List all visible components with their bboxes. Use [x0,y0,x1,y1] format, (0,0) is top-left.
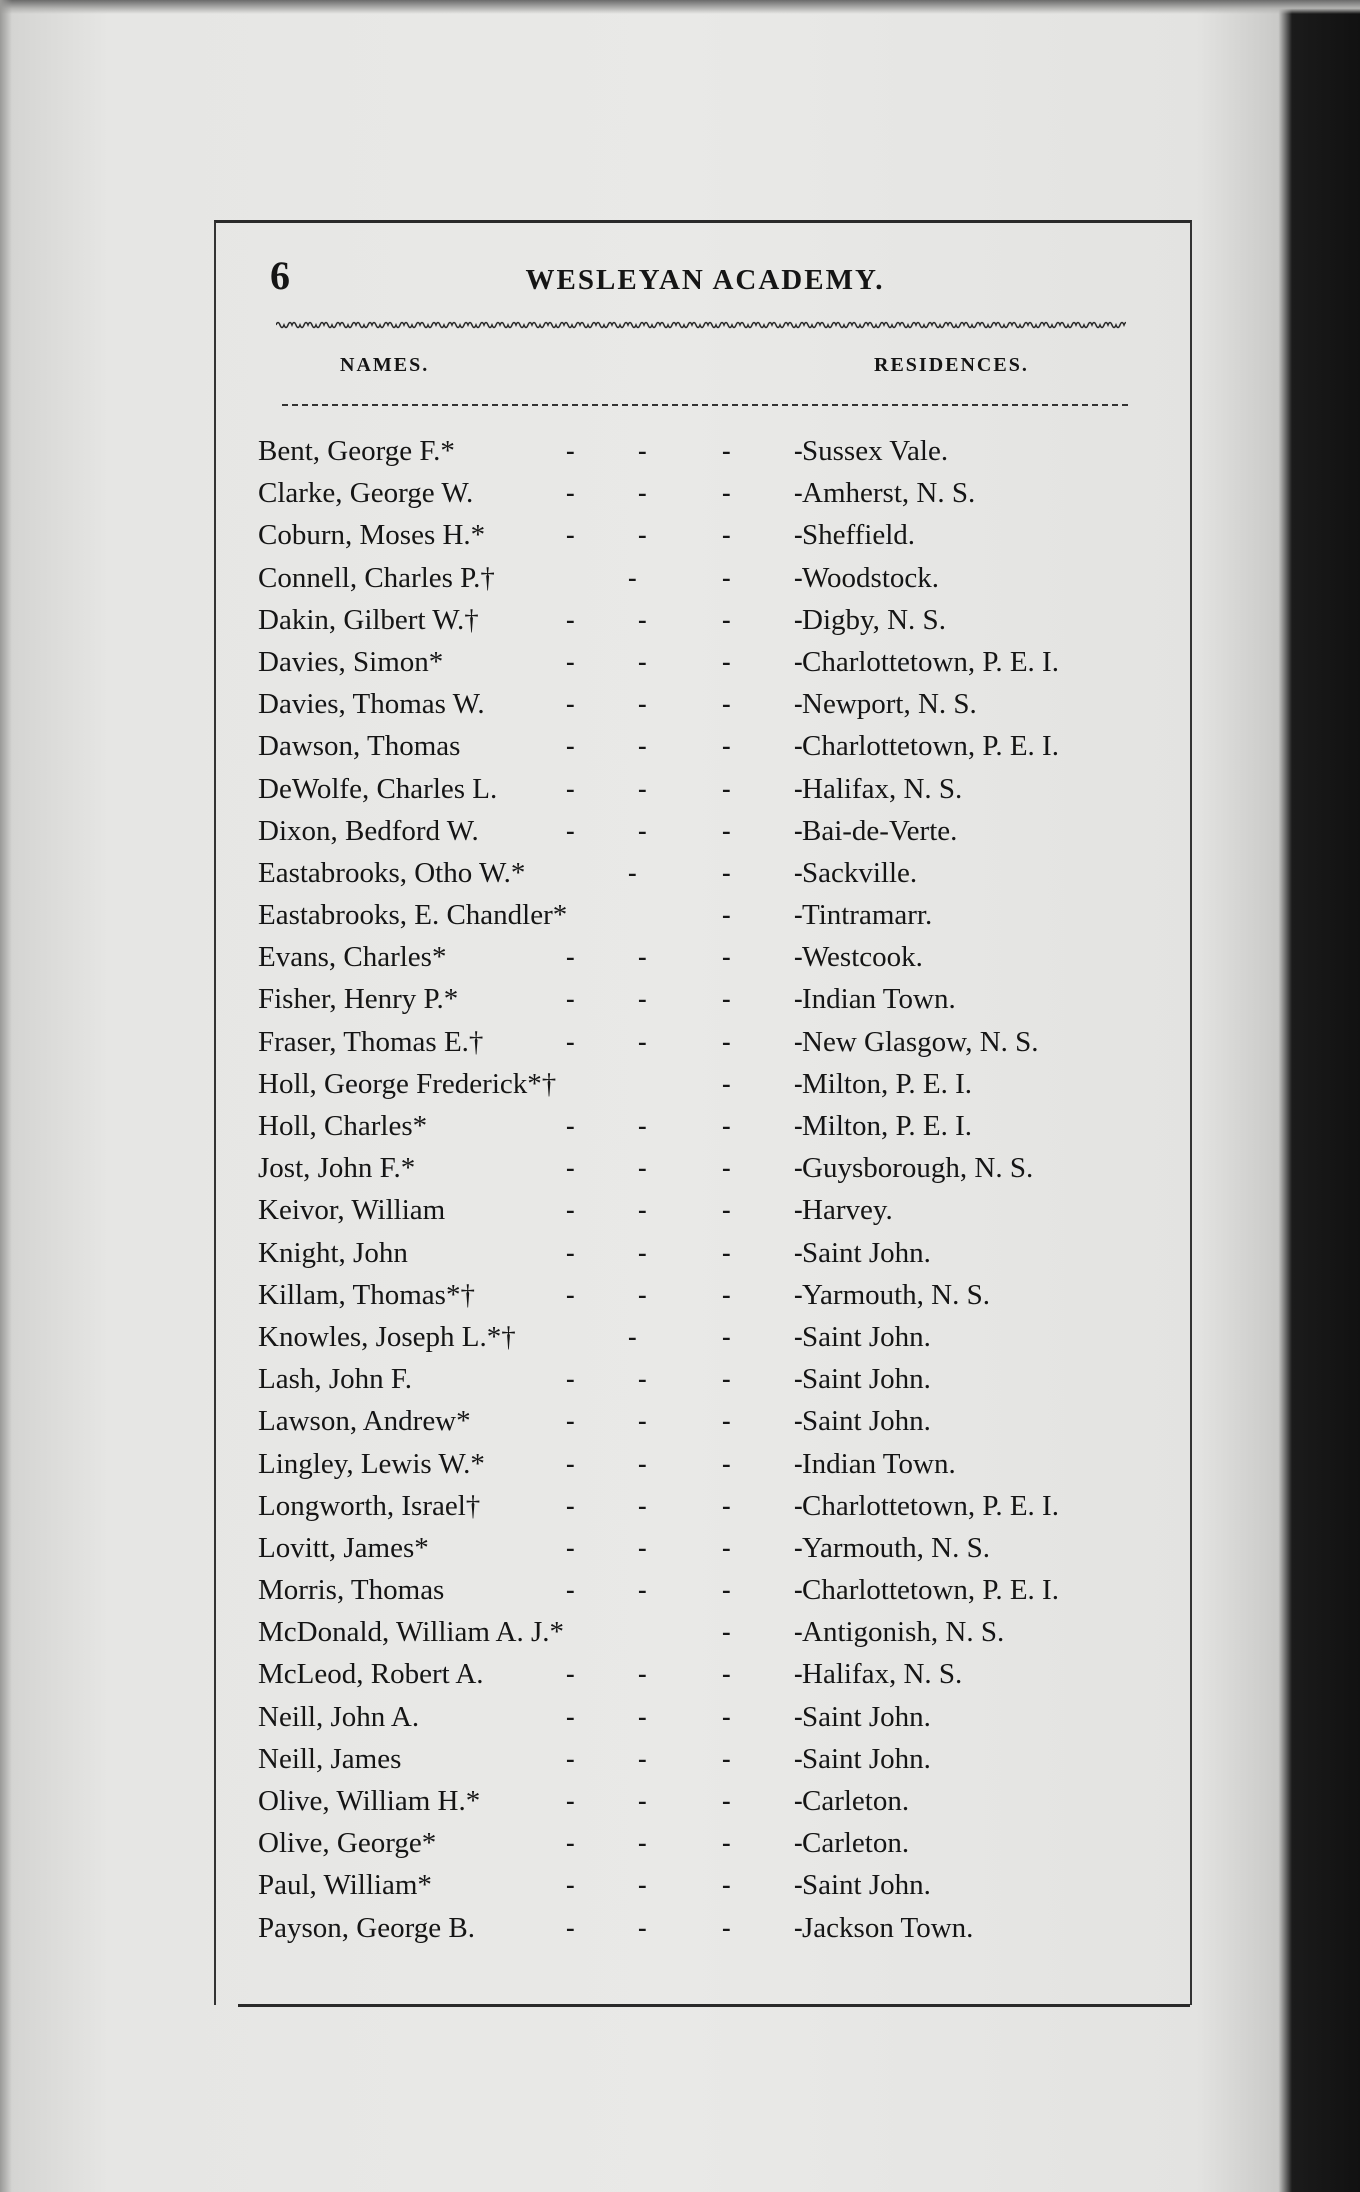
leader-dash: - [794,1490,803,1520]
scan-left-shadow [0,0,12,2192]
student-roster [258,430,1158,1949]
roster-entry [258,1232,1158,1274]
student-residence: Charlottetown, P. E. I. [802,645,1059,678]
leader-dash: - [722,1448,731,1478]
student-name: Coburn, Moses H.* [258,519,486,552]
leader-dash: - [638,731,647,761]
student-residence: Bai-de-Verte. [802,814,958,847]
leader-dash: - [566,984,575,1014]
leader-dash: - [794,1786,803,1815]
student-name: Holl, George Frederick*† [258,1067,557,1100]
leader-dash: - [566,1448,575,1478]
student-name: McLeod, Robert A. [258,1658,484,1691]
student-name: Knight, John [258,1236,408,1269]
leader-dash: - [794,562,803,592]
leader-dash: - [722,857,731,887]
student-residence: Halifax, N. S. [802,1658,963,1691]
student-name: Lovitt, James* [258,1531,429,1564]
student-name: Holl, Charles* [258,1110,428,1142]
roster-entry [258,599,1158,641]
leader-dash: - [794,1743,803,1773]
student-name: Eastabrooks, E. Chandler* [258,899,568,932]
roster-entry [258,641,1158,683]
leader-dash: - [566,1153,575,1183]
roster-entry [258,1485,1158,1527]
residences-column-header: RESIDENCES. [874,354,1029,376]
leader-dash: - [566,689,575,719]
leader-dash: - [794,857,803,887]
leader-dash: - [794,1153,803,1183]
leader-dash: - [722,815,731,845]
leader-dash: - [794,815,803,845]
student-residence: Saint John. [802,1236,931,1269]
student-residence: Westcook. [802,941,923,974]
student-name: Neill, James [258,1742,402,1775]
leader-dash: - [794,900,803,930]
student-residence: Antigonish, N. S. [802,1616,1005,1649]
leader-dash: - [638,1575,647,1605]
leader-dash: - [638,646,647,676]
leader-dash: - [566,1743,575,1773]
student-name: Dixon, Bedford W. [258,814,479,847]
roster-entry [258,1443,1158,1485]
leader-dash: - [794,1111,803,1140]
student-name: Killam, Thomas*† [258,1278,475,1311]
leader-dash: - [566,1870,575,1900]
leader-dash: - [638,1786,647,1815]
roster-entry [258,725,1158,767]
student-residence: Charlottetown, P. E. I. [802,1574,1059,1607]
leader-dash: - [638,1026,647,1056]
page-border-bottom [238,2004,1190,2007]
leader-dash: - [566,1532,575,1562]
student-name: Olive, William H.* [258,1785,481,1817]
leader-dash: - [794,478,803,508]
student-name: Jost, John F.* [258,1152,416,1185]
leader-dash: - [722,942,731,972]
student-residence: Saint John. [802,1869,931,1902]
student-residence: Sackville. [802,856,918,889]
leader-dash: - [794,604,803,634]
leader-dash: - [722,1406,731,1436]
student-name: Lingley, Lewis W.* [258,1447,485,1480]
roster-entry [258,1527,1158,1569]
leader-dash: - [638,520,647,550]
student-name: Knowles, Joseph L.*† [258,1320,516,1353]
student-residence: Saint John. [802,1320,931,1353]
student-name: Davies, Thomas W. [258,688,485,721]
leader-dash: - [794,1237,803,1267]
leader-dash: - [722,1659,731,1689]
leader-dash: - [722,1279,731,1309]
leader-dash: - [794,942,803,972]
student-residence: Guysborough, N. S. [802,1152,1034,1185]
student-residence: Milton, P. E. I. [802,1067,972,1100]
roster-entry [258,1611,1158,1653]
student-residence: New Glasgow, N. S. [802,1025,1039,1058]
student-name: Olive, George* [258,1827,437,1860]
leader-dash: - [638,1870,647,1900]
leader-dash: - [638,1153,647,1183]
leader-dash: - [638,773,647,803]
leader-dash: - [638,436,647,465]
leader-dash: - [722,1153,731,1183]
leader-dash: - [794,1701,803,1731]
leader-dash: - [722,1828,731,1858]
leader-dash: - [638,1195,647,1225]
scan-top-shadow [0,0,1360,14]
leader-dash: - [638,984,647,1014]
leader-dash: - [638,1743,647,1773]
student-name: Davies, Simon* [258,645,444,678]
student-residence: Jackson Town. [802,1911,974,1944]
leader-dash: - [566,942,575,972]
leader-dash: - [722,1912,731,1942]
leader-dash: - [794,520,803,550]
student-residence: Digby, N. S. [802,603,946,636]
leader-dash: - [794,1321,803,1351]
page-number: 6 [270,253,290,298]
student-residence: Carleton. [802,1827,910,1860]
roster-entry [258,1696,1158,1738]
roster-entry [258,1569,1158,1611]
student-residence: Charlottetown, P. E. I. [802,730,1059,763]
leader-dash: - [722,478,731,508]
leader-dash: - [722,773,731,803]
leader-dash: - [638,1237,647,1267]
student-name: Bent, George F.* [258,435,455,467]
student-name: Keivor, William [258,1194,446,1227]
roster-entry [258,768,1158,810]
student-name: Dawson, Thomas [258,730,461,763]
leader-dash: - [638,1828,647,1858]
leader-dash: - [794,984,803,1014]
leader-dash: - [566,1111,575,1140]
roster-entry [258,978,1158,1020]
student-name: Dakin, Gilbert W.† [258,603,479,636]
roster-entry [258,810,1158,852]
leader-dash: - [638,1406,647,1436]
student-name: Morris, Thomas [258,1574,445,1607]
leader-dash: - [722,1364,731,1394]
leader-dash: - [638,1448,647,1478]
leader-dash: - [566,1026,575,1056]
leader-dash: - [638,1111,647,1140]
leader-dash: - [566,1912,575,1942]
leader-dash: - [794,773,803,803]
roster-entry [258,514,1158,556]
student-name: Neill, John A. [258,1700,420,1733]
student-residence: Charlottetown, P. E. I. [802,1489,1059,1522]
leader-dash: - [566,1406,575,1436]
student-residence: Saint John. [802,1742,931,1775]
leader-dash: - [722,900,731,930]
leader-dash: - [566,1195,575,1225]
roster-entry [258,1738,1158,1780]
roster-entry [258,1147,1158,1189]
leader-dash: - [722,1321,731,1351]
leader-dash: - [638,1364,647,1394]
leader-dash: - [566,646,575,676]
student-residence: Saint John. [802,1363,931,1396]
leader-dash: - [794,1532,803,1562]
student-name: Lash, John F. [258,1363,412,1396]
student-name: Clarke, George W. [258,477,474,510]
leader-dash: - [794,436,803,465]
leader-dash: - [628,1321,637,1351]
student-residence: Sheffield. [802,519,916,552]
student-residence: Harvey. [802,1194,893,1227]
leader-dash: - [722,1786,731,1815]
leader-dash: - [794,646,803,676]
leader-dash: - [628,857,637,887]
leader-dash: - [722,1575,731,1605]
roster-entry [258,1864,1158,1906]
student-residence: Milton, P. E. I. [802,1110,972,1142]
leader-dash: - [638,1279,647,1309]
leader-dash: - [722,562,731,592]
roster-entry [258,852,1158,894]
leader-dash: - [722,1195,731,1225]
roster-entry [258,1653,1158,1695]
roster-entry [258,1400,1158,1442]
roster-entry [258,430,1158,472]
student-name: Fisher, Henry P.* [258,983,459,1016]
roster-entry [258,1105,1158,1147]
leader-dash: - [638,1532,647,1562]
leader-dash: - [722,1870,731,1900]
roster-entry [258,1358,1158,1400]
leader-dash: - [722,1743,731,1773]
leader-dash: - [566,1490,575,1520]
student-name: McDonald, William A. J.* [258,1616,565,1649]
student-residence: Saint John. [802,1405,931,1438]
roster-entry [258,1780,1158,1822]
leader-dash: - [566,1279,575,1309]
leader-dash: - [722,1490,731,1520]
roster-entry [258,936,1158,978]
roster-entry [258,1907,1158,1949]
leader-dash: - [722,1617,731,1647]
leader-dash: - [566,1364,575,1394]
student-name: DeWolfe, Charles L. [258,772,498,805]
student-residence: Yarmouth, N. S. [802,1278,991,1311]
leader-dash: - [566,520,575,550]
leader-dash: - [794,1870,803,1900]
leader-dash: - [722,646,731,676]
student-residence: Yarmouth, N. S. [802,1531,991,1564]
leader-dash: - [638,478,647,508]
leader-dash: - [566,478,575,508]
student-name: Evans, Charles* [258,941,447,974]
student-residence: Halifax, N. S. [802,772,963,805]
roster-entry [258,1189,1158,1231]
leader-dash: - [794,1026,803,1056]
roster-entry [258,1316,1158,1358]
leader-dash: - [722,731,731,761]
leader-dash: - [794,1406,803,1436]
leader-dash: - [638,1701,647,1731]
leader-dash: - [794,1575,803,1605]
leader-dash: - [566,773,575,803]
student-residence: Sussex Vale. [802,435,949,467]
leader-dash: - [794,731,803,761]
leader-dash: - [794,1364,803,1394]
leader-dash: - [794,689,803,719]
leader-dash: - [638,1912,647,1942]
leader-dash: - [566,1786,575,1815]
names-column-header: NAMES. [340,354,430,376]
roster-entry [258,683,1158,725]
leader-dash: - [638,689,647,719]
leader-dash: - [566,1828,575,1858]
student-name: Eastabrooks, Otho W.* [258,856,526,889]
roster-entry [258,1021,1158,1063]
student-name: Payson, George B. [258,1911,475,1944]
leader-dash: - [722,1068,731,1098]
leader-dash: - [722,1026,731,1056]
leader-dash: - [794,1828,803,1858]
student-name: Paul, William* [258,1869,432,1902]
running-head: WESLEYAN ACADEMY. [525,264,885,296]
leader-dash: - [722,604,731,634]
leader-dash: - [722,1237,731,1267]
student-residence: Amherst, N. S. [802,477,976,510]
leader-dash: - [722,520,731,550]
roster-entry [258,1063,1158,1105]
roster-entry [258,1822,1158,1864]
leader-dash: - [566,436,575,465]
leader-dash: - [638,942,647,972]
student-residence: Woodstock. [802,561,940,594]
leader-dash: - [722,436,731,465]
roster-entry [258,557,1158,599]
leader-dash: - [722,984,731,1014]
wavy-rule-divider [276,318,1126,332]
leader-dash: - [566,1237,575,1267]
leader-dash: - [794,1448,803,1478]
student-name: Lawson, Andrew* [258,1405,471,1438]
student-name: Longworth, Israel† [258,1489,481,1522]
student-residence: Carleton. [802,1785,910,1817]
student-residence: Tintramarr. [802,899,933,932]
leader-dash: - [794,1617,803,1647]
leader-dash: - [628,562,637,592]
leader-dash: - [566,731,575,761]
student-residence: Indian Town. [802,983,956,1016]
leader-dash: - [638,1659,647,1689]
leader-dash: - [566,1575,575,1605]
leader-dash: - [566,1659,575,1689]
leader-dash: - [722,689,731,719]
leader-dash: - [566,815,575,845]
roster-entry [258,894,1158,936]
leader-dash: - [794,1279,803,1309]
leader-dash: - [638,815,647,845]
dashed-rule-divider [282,404,1128,406]
leader-dash: - [794,1068,803,1098]
student-residence: Saint John. [802,1700,931,1733]
roster-entry [258,1274,1158,1316]
leader-dash: - [566,604,575,634]
student-residence: Newport, N. S. [802,688,977,721]
student-name: Connell, Charles P.† [258,561,495,594]
leader-dash: - [566,1701,575,1731]
leader-dash: - [794,1912,803,1942]
leader-dash: - [722,1532,731,1562]
leader-dash: - [794,1195,803,1225]
student-name: Fraser, Thomas E.† [258,1025,484,1058]
leader-dash: - [722,1701,731,1731]
student-residence: Indian Town. [802,1447,956,1480]
leader-dash: - [794,1659,803,1689]
leader-dash: - [722,1111,731,1140]
roster-entry [258,472,1158,514]
leader-dash: - [638,604,647,634]
leader-dash: - [638,1490,647,1520]
